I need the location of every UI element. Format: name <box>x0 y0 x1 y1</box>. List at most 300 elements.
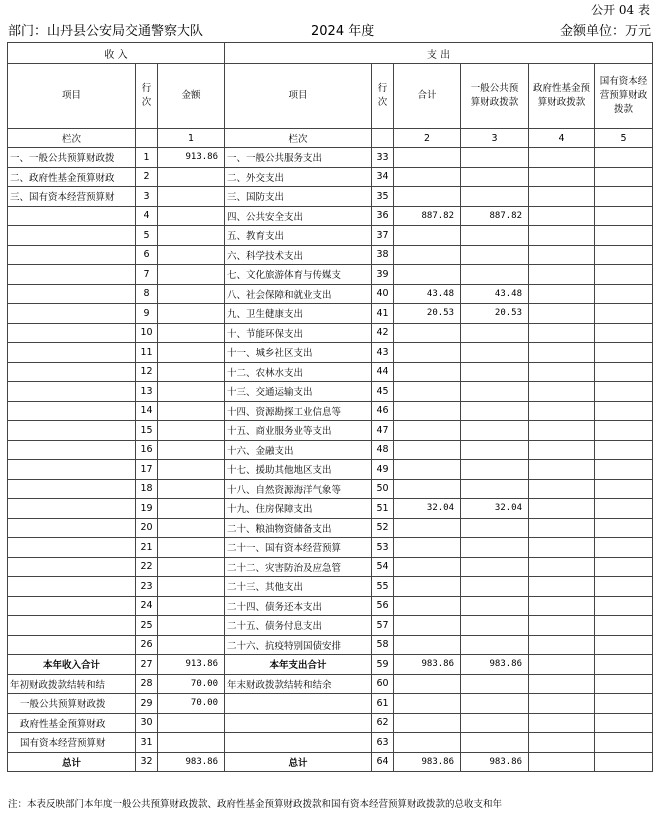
expense-item: 五、教育支出 <box>225 226 372 246</box>
table-row <box>8 401 653 421</box>
header-gov-fund: 政府性基金预算财政拨款 <box>529 64 595 129</box>
expense-state-capital <box>595 596 653 616</box>
expense-total <box>394 382 461 402</box>
expense-line-no: 49 <box>372 460 394 480</box>
table-row <box>8 440 653 460</box>
expense-state-capital <box>595 362 653 382</box>
income-item: 一、一般公共预算财政拨 <box>8 148 136 168</box>
expense-gov-fund <box>529 616 595 636</box>
income-line-no: 1 <box>136 148 158 168</box>
income-item <box>8 577 136 597</box>
expense-total <box>394 577 461 597</box>
expense-line-no: 59 <box>372 655 394 675</box>
expense-general-budget: 32.04 <box>461 499 529 519</box>
income-line-no: 14 <box>136 401 158 421</box>
expense-item <box>225 733 372 753</box>
expense-item: 十三、交通运输支出 <box>225 382 372 402</box>
expense-line-no: 44 <box>372 362 394 382</box>
income-item <box>8 440 136 460</box>
expense-gov-fund <box>529 674 595 694</box>
income-item <box>8 538 136 558</box>
expense-general-budget: 20.53 <box>461 304 529 324</box>
expense-general-budget <box>461 382 529 402</box>
income-line-no: 22 <box>136 557 158 577</box>
expense-general-budget <box>461 557 529 577</box>
expense-state-capital <box>595 694 653 714</box>
header-line-no: 行次 <box>136 64 158 129</box>
income-item: 本年收入合计 <box>8 655 136 675</box>
income-line-no: 4 <box>136 206 158 226</box>
income-item <box>8 401 136 421</box>
expense-total <box>394 148 461 168</box>
expense-total <box>394 694 461 714</box>
expense-line-no: 33 <box>372 148 394 168</box>
expense-gov-fund <box>529 245 595 265</box>
income-line-no: 3 <box>136 187 158 207</box>
expense-general-budget <box>461 635 529 655</box>
col-label: 栏次 <box>8 129 136 148</box>
income-amount <box>158 499 225 519</box>
expense-total <box>394 518 461 538</box>
table-row <box>8 245 653 265</box>
table-row <box>8 674 653 694</box>
income-amount: 913.86 <box>158 655 225 675</box>
col-2: 2 <box>394 129 461 148</box>
income-item <box>8 421 136 441</box>
expense-item: 十八、自然资源海洋气象等 <box>225 479 372 499</box>
income-item <box>8 460 136 480</box>
expense-line-no: 61 <box>372 694 394 714</box>
expense-general-budget <box>461 187 529 207</box>
header-expense-line-no: 行次 <box>372 64 394 129</box>
income-amount <box>158 577 225 597</box>
expense-total <box>394 713 461 733</box>
expense-state-capital <box>595 733 653 753</box>
table-row <box>8 343 653 363</box>
expense-gov-fund <box>529 284 595 304</box>
column-number-row <box>8 129 653 148</box>
expense-line-no: 35 <box>372 187 394 207</box>
income-amount: 70.00 <box>158 694 225 714</box>
income-line-no: 7 <box>136 265 158 285</box>
expense-line-no: 63 <box>372 733 394 753</box>
income-item <box>8 616 136 636</box>
expense-state-capital <box>595 323 653 343</box>
income-line-no: 20 <box>136 518 158 538</box>
table-row <box>8 304 653 324</box>
income-line-no: 30 <box>136 713 158 733</box>
expense-gov-fund <box>529 538 595 558</box>
income-item <box>8 635 136 655</box>
expense-line-no: 55 <box>372 577 394 597</box>
expense-state-capital <box>595 460 653 480</box>
col-label-blank <box>136 129 158 148</box>
income-line-no: 25 <box>136 616 158 636</box>
income-amount <box>158 245 225 265</box>
table-row <box>8 187 653 207</box>
expense-item: 十六、金融支出 <box>225 440 372 460</box>
expense-item: 十五、商业服务业等支出 <box>225 421 372 441</box>
expense-gov-fund <box>529 460 595 480</box>
expense-item: 年末财政拨款结转和结余 <box>225 674 372 694</box>
expense-gov-fund <box>529 323 595 343</box>
expense-total: 32.04 <box>394 499 461 519</box>
income-amount: 913.86 <box>158 148 225 168</box>
income-line-no: 28 <box>136 674 158 694</box>
expense-gov-fund <box>529 479 595 499</box>
expense-gov-fund <box>529 752 595 772</box>
expense-line-no: 40 <box>372 284 394 304</box>
expense-state-capital <box>595 167 653 187</box>
expense-state-capital <box>595 577 653 597</box>
expense-item: 十九、住房保障支出 <box>225 499 372 519</box>
expense-line-no: 58 <box>372 635 394 655</box>
expense-line-no: 52 <box>372 518 394 538</box>
expense-state-capital <box>595 518 653 538</box>
income-amount <box>158 616 225 636</box>
expense-state-capital <box>595 440 653 460</box>
expense-gov-fund <box>529 557 595 577</box>
expense-item: 八、社会保障和就业支出 <box>225 284 372 304</box>
expense-item: 三、国防支出 <box>225 187 372 207</box>
expense-gov-fund <box>529 440 595 460</box>
expense-state-capital <box>595 538 653 558</box>
expense-general-budget <box>461 577 529 597</box>
header-amount: 金额 <box>158 64 225 129</box>
expense-state-capital <box>595 284 653 304</box>
expense-item: 十、节能环保支出 <box>225 323 372 343</box>
income-line-no: 23 <box>136 577 158 597</box>
expense-line-no: 60 <box>372 674 394 694</box>
income-amount <box>158 557 225 577</box>
income-amount <box>158 635 225 655</box>
expense-item: 四、公共安全支出 <box>225 206 372 226</box>
expense-state-capital <box>595 713 653 733</box>
expense-gov-fund <box>529 655 595 675</box>
income-amount <box>158 518 225 538</box>
expense-total <box>394 167 461 187</box>
expense-state-capital <box>595 616 653 636</box>
table-row <box>8 616 653 636</box>
income-line-no: 10 <box>136 323 158 343</box>
income-line-no: 11 <box>136 343 158 363</box>
expense-line-no: 36 <box>372 206 394 226</box>
income-amount <box>158 713 225 733</box>
expense-gov-fund <box>529 499 595 519</box>
income-line-no: 27 <box>136 655 158 675</box>
expense-item: 二、外交支出 <box>225 167 372 187</box>
table-row <box>8 694 653 714</box>
income-line-no: 2 <box>136 167 158 187</box>
income-line-no: 21 <box>136 538 158 558</box>
expense-general-budget <box>461 167 529 187</box>
expense-item: 总计 <box>225 752 372 772</box>
income-title: 收 入 <box>8 43 225 64</box>
income-line-no: 17 <box>136 460 158 480</box>
table-row <box>8 557 653 577</box>
table-row <box>8 206 653 226</box>
expense-general-budget <box>461 226 529 246</box>
expense-line-no: 38 <box>372 245 394 265</box>
expense-state-capital <box>595 226 653 246</box>
income-item <box>8 362 136 382</box>
income-amount <box>158 596 225 616</box>
expense-gov-fund <box>529 167 595 187</box>
expense-total <box>394 265 461 285</box>
expense-state-capital <box>595 245 653 265</box>
expense-general-budget <box>461 713 529 733</box>
expense-general-budget <box>461 440 529 460</box>
income-item <box>8 343 136 363</box>
unit-label: 金额单位：万元 <box>559 24 651 39</box>
table-row <box>8 148 653 168</box>
col-3: 3 <box>461 129 529 148</box>
expense-gov-fund <box>529 187 595 207</box>
income-amount <box>158 226 225 246</box>
expense-title: 支 出 <box>225 43 653 64</box>
expense-item <box>225 694 372 714</box>
expense-state-capital <box>595 421 653 441</box>
header-state-capital: 国有资本经营预算财政拨款 <box>595 64 653 129</box>
expense-line-no: 41 <box>372 304 394 324</box>
income-line-no: 32 <box>136 752 158 772</box>
expense-total <box>394 635 461 655</box>
income-line-no: 9 <box>136 304 158 324</box>
expense-general-budget: 43.48 <box>461 284 529 304</box>
expense-line-no: 50 <box>372 479 394 499</box>
table-row <box>8 752 653 772</box>
expense-general-budget <box>461 460 529 480</box>
expense-line-no: 39 <box>372 265 394 285</box>
expense-gov-fund <box>529 382 595 402</box>
income-item <box>8 304 136 324</box>
table-row <box>8 635 653 655</box>
expense-general-budget <box>461 362 529 382</box>
expense-general-budget <box>461 401 529 421</box>
income-item: 二、政府性基金预算财政 <box>8 167 136 187</box>
expense-total: 983.86 <box>394 655 461 675</box>
expense-item: 六、科学技术支出 <box>225 245 372 265</box>
expense-item: 十一、城乡社区支出 <box>225 343 372 363</box>
expense-total: 983.86 <box>394 752 461 772</box>
expense-item: 七、文化旅游体育与传媒支 <box>225 265 372 285</box>
col-label-2: 栏次 <box>225 129 372 148</box>
expense-total <box>394 323 461 343</box>
income-amount <box>158 362 225 382</box>
table-row <box>8 460 653 480</box>
table-row <box>8 713 653 733</box>
income-line-no: 29 <box>136 694 158 714</box>
expense-item: 九、卫生健康支出 <box>225 304 372 324</box>
expense-line-no: 57 <box>372 616 394 636</box>
table-row <box>8 596 653 616</box>
income-item <box>8 518 136 538</box>
header-expense-item: 项目 <box>225 64 372 129</box>
expense-gov-fund <box>529 733 595 753</box>
expense-total <box>394 187 461 207</box>
expense-line-no: 54 <box>372 557 394 577</box>
expense-state-capital <box>595 674 653 694</box>
expense-item: 十七、援助其他地区支出 <box>225 460 372 480</box>
income-item: 三、国有资本经营预算财 <box>8 187 136 207</box>
expense-general-budget <box>461 148 529 168</box>
income-amount: 70.00 <box>158 674 225 694</box>
expense-line-no: 64 <box>372 752 394 772</box>
expense-general-budget <box>461 694 529 714</box>
expense-state-capital <box>595 206 653 226</box>
expense-line-no: 53 <box>372 538 394 558</box>
income-line-no: 8 <box>136 284 158 304</box>
expense-general-budget: 983.86 <box>461 655 529 675</box>
table-row <box>8 382 653 402</box>
income-amount <box>158 733 225 753</box>
expense-total: 43.48 <box>394 284 461 304</box>
expense-state-capital <box>595 479 653 499</box>
expense-line-no: 47 <box>372 421 394 441</box>
expense-total <box>394 343 461 363</box>
expense-item: 二十四、债务还本支出 <box>225 596 372 616</box>
expense-total <box>394 226 461 246</box>
expense-gov-fund <box>529 226 595 246</box>
expense-gov-fund <box>529 343 595 363</box>
expense-total: 887.82 <box>394 206 461 226</box>
expense-item: 二十六、抗疫特别国债安排 <box>225 635 372 655</box>
expense-state-capital <box>595 499 653 519</box>
table-row <box>8 265 653 285</box>
income-amount <box>158 440 225 460</box>
income-amount <box>158 460 225 480</box>
income-item: 年初财政拨款结转和结 <box>8 674 136 694</box>
income-line-no: 18 <box>136 479 158 499</box>
column-header-row <box>8 64 653 129</box>
expense-line-no: 62 <box>372 713 394 733</box>
expense-total <box>394 733 461 753</box>
income-amount <box>158 284 225 304</box>
expense-line-no: 42 <box>372 323 394 343</box>
expense-general-budget <box>461 265 529 285</box>
income-item <box>8 499 136 519</box>
expense-state-capital <box>595 265 653 285</box>
expense-general-budget: 983.86 <box>461 752 529 772</box>
expense-item: 二十一、国有资本经营预算 <box>225 538 372 558</box>
expense-gov-fund <box>529 265 595 285</box>
expense-total <box>394 440 461 460</box>
expense-general-budget <box>461 616 529 636</box>
income-line-no: 6 <box>136 245 158 265</box>
income-amount <box>158 304 225 324</box>
expense-line-no: 48 <box>372 440 394 460</box>
table-row <box>8 226 653 246</box>
income-item: 政府性基金预算财政 <box>8 713 136 733</box>
income-line-no: 12 <box>136 362 158 382</box>
expense-total <box>394 245 461 265</box>
expense-line-no: 43 <box>372 343 394 363</box>
fiscal-appropriation-table <box>7 42 653 772</box>
income-item <box>8 323 136 343</box>
expense-general-budget <box>461 733 529 753</box>
expense-total <box>394 421 461 441</box>
income-line-no: 24 <box>136 596 158 616</box>
income-amount <box>158 187 225 207</box>
expense-total <box>394 362 461 382</box>
form-code: 公开 04 表 <box>591 3 650 17</box>
expense-line-no: 56 <box>372 596 394 616</box>
income-amount <box>158 382 225 402</box>
table-row <box>8 323 653 343</box>
expense-item: 二十、粮油物资储备支出 <box>225 518 372 538</box>
expense-gov-fund <box>529 694 595 714</box>
expense-state-capital <box>595 304 653 324</box>
table-row <box>8 577 653 597</box>
income-item: 总计 <box>8 752 136 772</box>
expense-total <box>394 616 461 636</box>
expense-general-budget <box>461 421 529 441</box>
table-row <box>8 284 653 304</box>
expense-state-capital <box>595 655 653 675</box>
col-4: 4 <box>529 129 595 148</box>
expense-general-budget <box>461 323 529 343</box>
expense-general-budget <box>461 538 529 558</box>
expense-state-capital <box>595 635 653 655</box>
income-amount <box>158 421 225 441</box>
table-note: 注：本表反映部门本年度一般公共预算财政拨款、政府性基金预算财政拨款和国有资本经营预算财政拨款的总收支和年 <box>8 799 503 810</box>
expense-item: 二十五、债务付息支出 <box>225 616 372 636</box>
income-item <box>8 206 136 226</box>
income-item <box>8 557 136 577</box>
col-1: 1 <box>158 129 225 148</box>
income-amount <box>158 265 225 285</box>
expense-gov-fund <box>529 401 595 421</box>
expense-item: 一、一般公共服务支出 <box>225 148 372 168</box>
table-row <box>8 479 653 499</box>
income-line-no: 13 <box>136 382 158 402</box>
table-row <box>8 538 653 558</box>
income-amount <box>158 167 225 187</box>
expense-gov-fund <box>529 518 595 538</box>
expense-state-capital <box>595 752 653 772</box>
income-line-no: 5 <box>136 226 158 246</box>
expense-total <box>394 674 461 694</box>
expense-general-budget <box>461 596 529 616</box>
table-row <box>8 518 653 538</box>
expense-state-capital <box>595 343 653 363</box>
table-row <box>8 362 653 382</box>
income-amount: 983.86 <box>158 752 225 772</box>
expense-gov-fund <box>529 596 595 616</box>
col-5: 5 <box>595 129 653 148</box>
income-line-no: 26 <box>136 635 158 655</box>
expense-item: 十四、资源勘探工业信息等 <box>225 401 372 421</box>
expense-general-budget <box>461 518 529 538</box>
expense-gov-fund <box>529 148 595 168</box>
table-row <box>8 421 653 441</box>
expense-item: 十二、农林水支出 <box>225 362 372 382</box>
income-item <box>8 596 136 616</box>
expense-total <box>394 596 461 616</box>
income-amount <box>158 343 225 363</box>
expense-gov-fund <box>529 713 595 733</box>
expense-item: 二十三、其他支出 <box>225 577 372 597</box>
department-label: 部门：山丹县公安局交通警察大队 <box>8 24 204 39</box>
expense-general-budget <box>461 245 529 265</box>
income-amount <box>158 323 225 343</box>
expense-total <box>394 460 461 480</box>
expense-general-budget <box>461 674 529 694</box>
expense-state-capital <box>595 187 653 207</box>
expense-state-capital <box>595 382 653 402</box>
expense-gov-fund <box>529 421 595 441</box>
expense-item <box>225 713 372 733</box>
